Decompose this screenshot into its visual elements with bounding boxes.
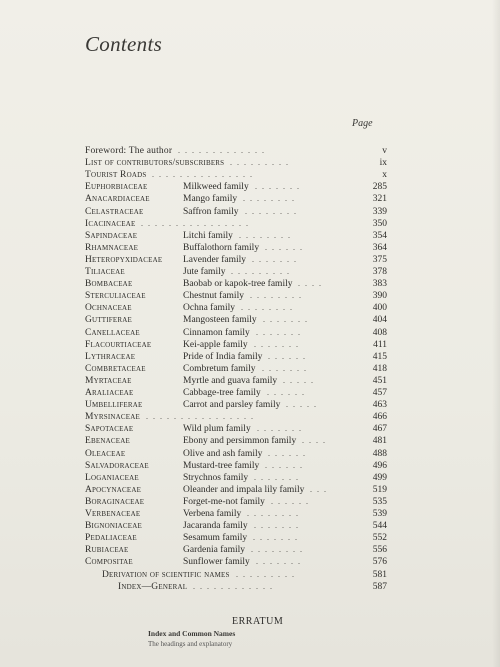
leader-dots: ............ [193,581,277,591]
toc-entry-name: Salvadoraceae [85,460,149,471]
leader-dots: ........ [239,230,295,240]
toc-entry-family: Baobab or kapok-tree family [183,279,293,290]
toc-entry-name: Flacourtiaceae [85,339,152,350]
toc-entry [0,146,500,158]
toc-entry [0,533,500,545]
leader-dots: ......... [231,267,294,276]
toc-entry-page: 285 [372,182,387,193]
toc-entry-name: Apocynaceae [85,484,142,495]
leader-dots: ....... [254,472,303,482]
leader-dots: ......... [230,158,293,168]
leader-dots: ...... [271,496,313,506]
toc-entry-family: Kei-apple family [183,339,248,350]
toc-entry-family: Ebony and persimmon family [183,436,297,447]
leader-dots: ................ [146,412,258,422]
toc-entry [0,340,500,352]
toc-entry-name: Pedaliaceae [85,533,137,544]
toc-entry [0,194,500,206]
leader-dots: ......... [236,569,299,579]
toc-entry-name: Lythraceae [85,351,136,362]
leader-dots: ....... [257,424,306,434]
toc-entry-page: ix [379,158,387,169]
toc-entry [0,328,500,340]
leader-dots: ..... [286,400,321,410]
toc-entry-page: 400 [372,303,387,314]
toc-entry-page: x [382,170,387,181]
toc-entry-page: 350 [372,218,387,229]
leader-dots: ....... [262,363,311,373]
toc-entry [0,352,500,364]
toc-entry-family: Olive and ash family [183,448,263,459]
toc-entry-page: 390 [372,291,387,302]
toc-entry-name: Umbelliferae [85,400,143,411]
toc-entry-name: Myrtaceae [85,375,132,386]
toc-entry-family: Verbena family [183,509,242,519]
toc-entry-name: Sapotaceae [85,424,134,435]
erratum-heading: ERRATUM [232,616,284,627]
toc-entry-name: Oleaceae [85,448,126,459]
toc-entry-name: Bombaceae [85,279,133,290]
toc-entry-family: Lavender family [183,254,247,265]
toc-entry [0,485,500,497]
toc-entry-name: Heteropyxidaceae [85,254,163,265]
toc-entry-page: 415 [372,351,387,362]
leader-dots: ............. [178,146,269,155]
toc-entry-name: Euphorbiaceae [85,182,148,193]
toc-entry-name: Celastraceae [85,206,144,217]
toc-entry-family: Cinnamon family [183,327,250,338]
toc-entry-family: Gardenia family [183,545,245,556]
toc-entry [0,158,500,170]
toc-entry-family: Chestnut family [183,291,244,302]
toc-entry [0,497,500,509]
toc-entry-page: 354 [372,230,387,241]
toc-entry-page: 535 [372,496,387,507]
leader-dots: ...... [265,242,307,252]
toc-entry [0,279,500,291]
leader-dots: ....... [263,315,312,325]
toc-entry [0,473,500,485]
toc-entry-name: List of contributors/subscribers [85,158,225,169]
leader-dots: ....... [253,533,302,543]
toc-entry-name: Ochnaceae [85,303,132,314]
toc-entry-name: Derivation of scientific names [102,569,230,580]
toc-entry [0,267,500,279]
toc-entry-name: Ebenaceae [85,436,130,447]
erratum-subheading: Index and Common Names [148,629,236,638]
toc-entry-family: Milkweed family [183,182,249,193]
toc-entry-family: Carrot and parsley family [183,400,281,411]
toc-entry [0,182,500,194]
toc-entry-name: Boraginaceae [85,496,145,507]
toc-entry-page: 499 [372,472,387,483]
toc-entry-family: Saffron family [183,206,239,217]
toc-entry-family: Sunflower family [183,557,250,568]
toc-entry [0,243,500,255]
toc-entry-page: v [382,146,387,156]
toc-entry [0,449,500,461]
toc-entry-page: 457 [372,388,387,398]
leader-dots: ........ [247,509,303,518]
toc-entry [0,436,500,448]
toc-entry-page: 451 [372,375,387,386]
toc-entry-name: Rubiaceae [85,545,129,556]
toc-entry-name: Anacardiaceae [85,194,150,205]
toc-entry-name: Sapindaceae [85,230,138,241]
toc-entry-family: Oleander and impala lily family [183,484,305,495]
toc-entry [0,291,500,303]
toc-entry [0,461,500,473]
toc-entry [0,303,500,315]
toc-entry [0,231,500,243]
toc-entry-page: 587 [372,581,387,592]
toc-entry-family: Jacaranda family [183,521,248,532]
toc-entry-name: Index—General [118,581,188,592]
toc-entry-page: 375 [372,254,387,265]
toc-entry-page: 481 [372,436,387,447]
toc-entry-page: 418 [372,363,387,374]
toc-entry-family: Mangosteen family [183,315,257,326]
leader-dots: ........ [251,545,307,555]
toc-entry-name: Rhamnaceae [85,242,139,253]
toc-entry [0,412,500,424]
toc-entry-family: Mustard-tree family [183,460,260,471]
leader-dots: ... [310,484,331,494]
toc-entry [0,400,500,412]
toc-entry [0,376,500,388]
toc-entry-page: 467 [372,424,387,435]
leader-dots: ........ [241,303,297,313]
toc-entry-family: Myrtle and guava family [183,375,278,386]
toc-entry-name: Guttiferae [85,315,132,326]
toc-entry-page: 496 [372,460,387,471]
leader-dots: ...... [268,351,310,361]
toc-entry-page: 552 [372,533,387,544]
toc-entry-family: Jute family [183,267,226,277]
toc-entry [0,207,500,219]
toc-entry [0,388,500,400]
toc-entry-family: Sesamum family [183,533,248,544]
toc-entry-name: Bignoniaceae [85,521,142,532]
toc-entry-name: Foreword: The author [85,146,173,156]
toc-entry-name: Loganiaceae [85,472,139,483]
toc-entry-page: 411 [373,339,387,350]
leader-dots: ....... [254,339,303,349]
leader-dots: .... [298,279,326,289]
toc-entry-name: Sterculiaceae [85,291,146,302]
toc-entry [0,315,500,327]
leader-dots: ........ [245,206,301,216]
erratum-text: The headings and explanatory [148,640,233,648]
leader-dots: ........ [250,291,306,301]
toc-entry-family: Litchi family [183,230,233,241]
toc-entry-page: 544 [372,521,387,532]
toc-entry-name: Canellaceae [85,327,140,338]
leader-dots: .... [302,436,330,446]
toc-entry-page: 463 [372,400,387,411]
leader-dots: ....... [252,254,301,264]
toc-entry [0,364,500,376]
toc-entry-page: 576 [372,557,387,568]
toc-entry-family: Mango family [183,194,238,205]
leader-dots: ....... [256,327,305,337]
toc-entry-page: 581 [372,569,387,580]
toc-entry-page: 383 [372,279,387,290]
toc-entry-page: 404 [372,315,387,326]
leader-dots: ...... [265,460,307,470]
toc-entry [0,521,500,533]
toc-entry-page: 539 [372,509,387,519]
toc-entry-family: Ochna family [183,303,235,314]
leader-dots: ....... [255,182,304,192]
toc-entry [0,570,500,582]
leader-dots: ............... [152,170,257,180]
toc-entry-family: Combretum family [183,363,256,374]
page-shadow [492,0,500,667]
leader-dots: ....... [256,557,305,567]
toc-entry [0,545,500,557]
toc-entry [0,509,500,521]
toc-entry-name: Combretaceae [85,363,146,374]
page-column-label: Page [352,118,373,129]
toc-entry-page: 408 [372,327,387,338]
leader-dots: ...... [268,448,310,458]
toc-entry-family: Buffalothorn family [183,242,260,253]
toc-entry [0,255,500,267]
toc-entry-page: 321 [372,194,387,205]
leader-dots: ..... [283,375,318,385]
page-title: Contents [85,32,163,56]
leader-dots: ...... [267,388,309,397]
toc-entry-page: 378 [372,267,387,277]
toc-entry-family: Forget-me-not family [183,496,265,507]
toc-entry-name: Icacinaceae [85,218,136,229]
toc-entry-family: Cabbage-tree family [183,388,261,398]
toc-entry-page: 488 [372,448,387,459]
toc-entry-page: 364 [372,242,387,253]
leader-dots: ....... [254,521,303,531]
toc-entry [0,219,500,231]
toc-entry-page: 466 [372,412,387,423]
toc-entry-family: Wild plum family [183,424,251,435]
toc-entry [0,582,500,594]
toc-entry [0,557,500,569]
toc-entry-name: Verbenaceae [85,509,141,519]
toc-entry-page: 339 [372,206,387,217]
toc-entry-name: Araliaceae [85,388,134,398]
toc-entry [0,424,500,436]
leader-dots: ........ [243,194,299,204]
toc-entry-family: Strychnos family [183,472,249,483]
toc-entry-family: Pride of India family [183,351,263,362]
toc-entry-name: Compositae [85,557,133,568]
toc-entry-page: 519 [372,484,387,495]
toc-entry-page: 556 [372,545,387,556]
toc-entry [0,170,500,182]
toc-entry-name: Myrsinaceae [85,412,140,423]
leader-dots: ................ [141,218,253,228]
toc-entry-name: Tiliaceae [85,267,125,277]
toc-entry-name: Tourist Roads [85,170,147,181]
